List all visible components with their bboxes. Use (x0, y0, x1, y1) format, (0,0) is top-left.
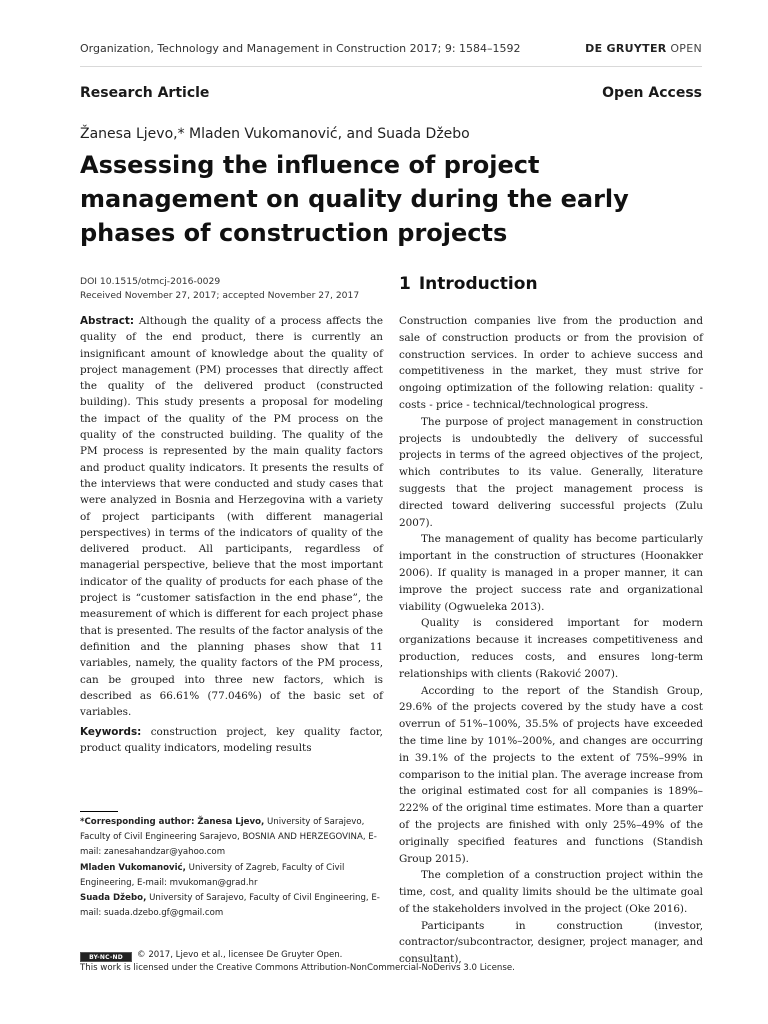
section-heading (399, 274, 538, 294)
footnote-author: *Corresponding author: Žanesa Ljevo, (80, 817, 265, 827)
doi: DOI 10.1515/otmcj-2016-0029 (80, 276, 221, 287)
section-title: Introduction (418, 274, 538, 294)
paragraph: The management of quality has become particularly important in the construction of structures (Hoonakker 2006). If quality is managed in a proper manner, it can improve the project success rate and organizational viability (Ogwueleka 2013). (399, 533, 703, 613)
author-list: Žanesa Ljevo,* Mladen Vukomanović, and Suada Džebo (80, 126, 470, 142)
paragraph: Construction companies live from the production and sale of construction products or from the provision of construction services. In order to achieve success and competitiveness in the market, they must strive for ongoing optimization of the following relation: quality - costs - price - technical/technological progress. (399, 315, 703, 411)
footnote-author: Suada Džebo, (80, 893, 147, 904)
keywords-label: Keywords: (80, 726, 142, 738)
paragraph: According to the report of the Standish Group, 29.6% of the projects covered by the study have a cost overrun of 51%–100%, 35.5% of projects have exceeded the time line by 101%–200%, and changes are occurring in 39.1% of the projects to the extent of 75%–99% in comparison to the initial plan. The average increase from the original estimated cost for all companies is 189%–222% of the original time estimates. More than a quarter of the projects are finished with only 25%–49% of the originally specified features and functions (Standish Group 2015). (399, 684, 703, 865)
paragraph: Participants in construction (investor, contractor/subcontractor, designer, project manager, and consultant), (399, 919, 703, 966)
publisher-name: DE GRUYTER (585, 42, 667, 55)
introduction-body (399, 313, 703, 968)
footnote-item (80, 815, 385, 861)
copyright-notice: © 2017, Ljevo et al., licensee De Gruyter Open. (137, 950, 343, 960)
paragraph: The completion of a construction project within the time, cost, and quality limits should be the ultimate goal of the stakeholders involved in the project (Oke 2016). (399, 869, 703, 915)
cc-badge-label: BY-NC-ND (89, 953, 123, 961)
article-meta (80, 275, 359, 303)
keywords (80, 724, 383, 757)
footnote-author: Mladen Vukomanović, (80, 862, 186, 873)
received-dates: Received November 27, 2017; accepted November 27, 2017 (80, 290, 360, 301)
publisher-open-label: OPEN (670, 42, 702, 55)
abstract-label: Abstract: (80, 315, 135, 327)
license-notice: This work is licensed under the Creative Commons Attribution-NonCommercial-NoDerivs 3.0 License. (80, 963, 515, 973)
abstract (80, 313, 383, 720)
publisher-logo (585, 42, 702, 55)
footnote-item (80, 891, 385, 921)
article-type: Research Article (80, 85, 210, 101)
footnote-affiliation: University of Sarajevo, Faculty of Civil Engineering Sarajevo, BOSNIA AND HERZEGOVINA, E-mail: zanesahandzar@yahoo.com (80, 817, 377, 858)
abstract-text: Although the quality of a process affects the quality of the end product, there is currently an insignificant amount of knowledge about the quality of project management (PM) processes that directly affect the quality of the delivered product (constructed building). This study presents a proposal for modeling the impact of the quality of the PM process on the quality of the constructed building. The quality of the PM process is represented by the main quality factors and product quality indicators. It presents the results of the interviews that were conducted and study cases that were analyzed in Bosnia and Herzegovina with a variety of project participants (with different managerial perspectives) in terms of the indicators of quality of the delivered product. All participants, regardless of managerial perspective, believe that the most important indicator of the quality of products for each phase of the project is “customer satisfaction in the end phase”, the measurement of which is different for each project phase that is presented. The results of the factor analysis of the definition and the planning phases show that 11 variables, namely, the quality factors of the PM process, can be grouped into three new factors, which is described as 66.61% (77.046%) of the basic set of variables. (80, 315, 383, 719)
paragraph: Quality is considered important for modern organizations because it increases competitiveness and production, reduces costs, and ensures long-term relationships with clients (Raković 2007). (399, 617, 703, 680)
open-access-label: Open Access (602, 85, 702, 101)
footnote-affiliation: University of Sarajevo, Faculty of Civil Engineering, E-mail: suada.dzebo.gf@gmail.com (80, 893, 380, 919)
journal-citation: Organization, Technology and Management in Construction 2017; 9: 1584–1592 (80, 42, 521, 55)
section-number: 1 (399, 274, 411, 294)
header-divider (80, 66, 702, 67)
footnote-affiliation: University of Zagreb, Faculty of Civil Engineering, E-mail: mvukoman@grad.hr (80, 862, 345, 888)
article-title: Assessing the influence of project management on quality during the early phases of construction projects (80, 151, 629, 247)
footnote-item (80, 861, 385, 891)
cc-license-icon (80, 952, 132, 962)
footnote-divider (80, 811, 118, 812)
paragraph: The purpose of project management in construction projects is undoubtedly the delivery of successful projects in terms of the agreed objectives of the project, which contributes to its value. Generally, literature suggests that the project management process is directed toward delivering successful projects (Zulu 2007). (399, 415, 703, 529)
author-footnotes (80, 815, 385, 921)
keywords-text: construction project, key quality factor, product quality indicators, modeling results (80, 726, 383, 755)
